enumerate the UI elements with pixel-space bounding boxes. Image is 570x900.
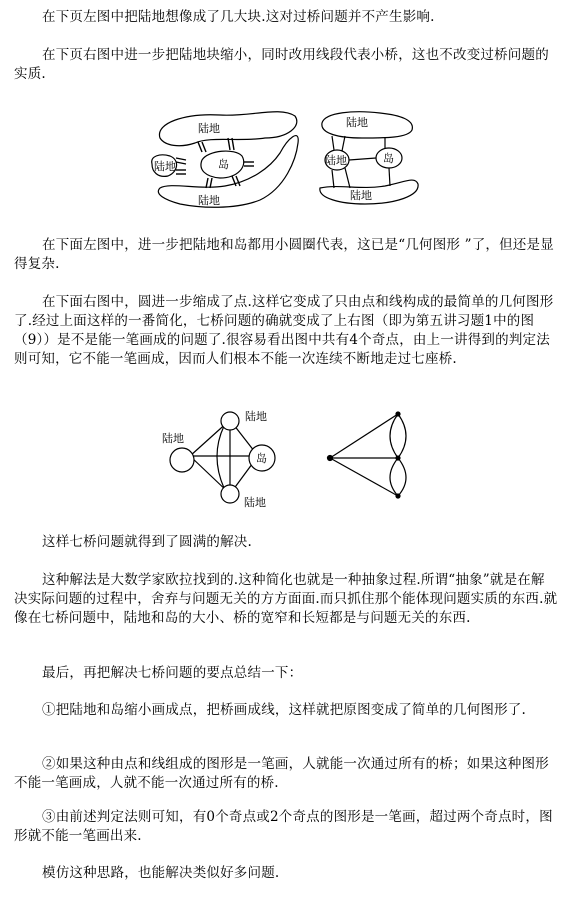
graph-land-bottom-label: 陆地	[244, 496, 266, 509]
graph-land-left-label: 陆地	[162, 432, 184, 445]
point-node-left	[328, 456, 333, 461]
graph-land-top-label: 陆地	[245, 410, 267, 423]
graph-island-label: 岛	[256, 452, 267, 465]
paragraph-3: 在下面左图中，进一步把陆地和岛都用小圆圈代表，这已是“几何图形 ”了，但还是显得复杂.	[14, 237, 554, 272]
paragraph-6: 这种解法是大数学家欧拉找到的.这种简化也就是一种抽象过程.所谓“抽象”就是在解决实际问题的过程中，舍弃与问题无关的方方面面.而只抓住那个能体现问题实质的东西.就像在七桥问题中，陆地和岛的大小、桥的宽窄和长短都是与问题无关的东西.	[14, 572, 558, 626]
paragraph-4: 在下面右图中，圆进一步缩成了点.这样它变成了只由点和线构成的最简单的几何图形了.经过上面这样的一番简化，七桥问题的确就变成了上右图（即为第五讲习题1中的图（9））是不是能一笔画成的问题了.很容易看出图中共有4个奇点，由上一讲得到的判定法则可知，它不能一笔画成，因而人们根本不能一次连续不断地走过七座桥.	[14, 294, 554, 367]
point-graph	[328, 412, 407, 498]
right-map-land-left-label: 陆地	[325, 154, 347, 167]
left-map-island-label: 岛	[218, 158, 229, 171]
paragraph-1: 在下页左图中把陆地想像成了几大块.这对过桥问题并不产生影响.	[42, 9, 435, 25]
paragraph-2: 在下页右图中进一步把陆地块缩小，同时改用线段代表小桥，这也不改变过桥问题的实质.	[14, 47, 549, 82]
paragraph-5: 这样七桥问题就得到了圆满的解决.	[42, 534, 252, 550]
point-node-top	[396, 412, 400, 416]
figure-land-simplification	[140, 98, 430, 218]
paragraph-9: ②如果这种由点和线组成的图形是一笔画，人就能一次通过所有的桥；如果这种图形不能一笔画成，人就不能一次通过所有的桥.	[14, 756, 549, 791]
land-top-node	[221, 412, 239, 430]
left-map-land-left-label: 陆地	[154, 160, 176, 173]
left-map-land-bottom-label: 陆地	[198, 194, 220, 207]
paragraph-11: 模仿这种思路，也能解决类似好多问题.	[42, 865, 280, 881]
right-map-land-bottom-label: 陆地	[350, 189, 372, 202]
paragraph-10: ③由前述判定法则可知，有0个奇点或2个奇点的图形是一笔画，超过两个奇点时，图形就不能一笔画出来.	[14, 809, 553, 844]
land-left-node	[170, 448, 194, 472]
paragraph-7: 最后，再把解决七桥问题的要点总结一下：	[42, 665, 303, 681]
right-map-land-top-label: 陆地	[346, 116, 368, 129]
point-node-bottom	[396, 494, 400, 498]
left-map-land-top-label: 陆地	[198, 122, 220, 135]
paragraph-8: ①把陆地和岛缩小画成点，把桥画成线，这样就把原图变成了简单的几何图形了.	[42, 702, 526, 718]
right-map-island-label: 岛	[383, 152, 394, 165]
figure-graph-representation	[150, 404, 430, 514]
land-bottom-node	[221, 485, 239, 503]
point-node-middle	[396, 456, 400, 460]
